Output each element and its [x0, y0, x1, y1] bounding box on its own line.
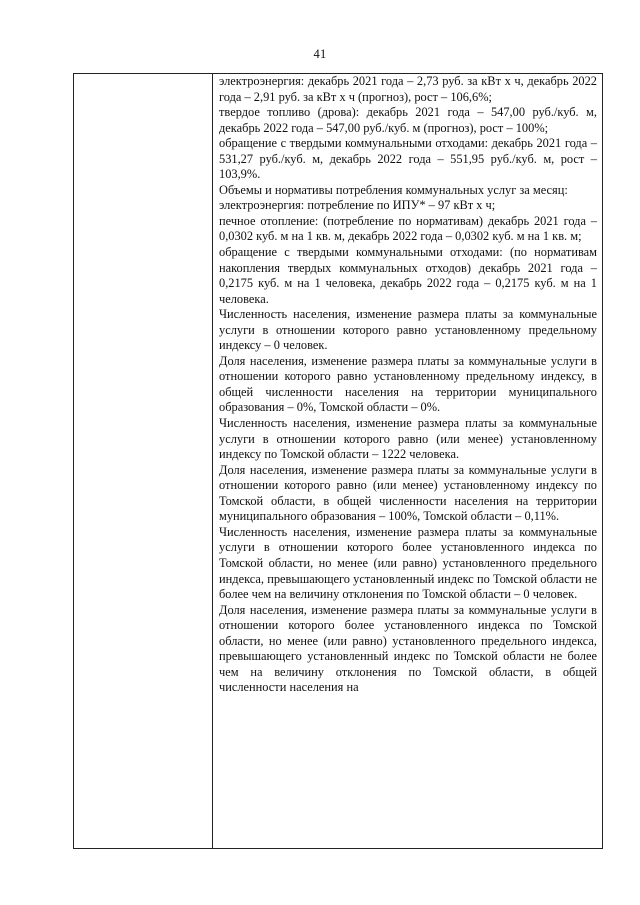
paragraph-share-equal-limit: Доля населения, изменение размера платы за коммунальные услуги в отношении которого равно установленному предельному индексу, в общей численности населения на территории муниципального образования – 0%, Томской области – 0%.	[219, 353, 597, 415]
document-table	[73, 73, 603, 849]
paragraph-share-below-index: Доля населения, изменение размера платы за коммунальные услуги в отношении которого равно (или менее) установленному индексу по Томской области, в общей численности населения на территории муниципального образования – 100%, Томской области – 0,11%.	[219, 462, 597, 524]
paragraph-waste-tariff: обращение с твердыми коммунальными отходами: декабрь 2021 года – 531,27 руб./куб. м, декабрь 2022 года – 551,95 руб./куб. м, рост – 103,9%.	[219, 136, 597, 182]
page-number: 41	[313, 47, 327, 61]
paragraph-volumes-heading: Объемы и нормативы потребления коммунальных услуг за месяц:	[219, 182, 568, 197]
paragraph-solid-fuel-tariff: твердое топливо (дрова): декабрь 2021 года – 547,00 руб./куб. м, декабрь 2022 года – 547,00 руб./куб. м (прогноз), рост – 100%;	[219, 105, 597, 135]
table-left-cell	[74, 74, 213, 848]
table-right-cell	[213, 74, 602, 848]
paragraph-electricity-consumption: электроэнергия: потребление по ИПУ* – 97 кВт х ч;	[219, 198, 496, 213]
paragraph-population-above-index: Численность населения, изменение размера платы за коммунальные услуги в отношении которого более установленного индекса по Томской области, но менее (или равно) установленного предельного индекса, превышающего установленный индекс по Томской области не более чем на величину отклонения по Томской области – 0 человек.	[219, 524, 597, 602]
paragraph-population-below-index: Численность населения, изменение размера платы за коммунальные услуги в отношении которого равно (или менее) установленному индексу по Томской области – 1222 человека.	[219, 416, 597, 462]
paragraph-waste-norms: обращение с твердыми коммунальными отходами: (по нормативам накопления твердых коммунальных отходов) декабрь 2021 года – 0,2175 куб. м на 1 человека, декабрь 2022 года – 0,2175 куб. м на 1 человека.	[219, 245, 597, 306]
paragraph-stove-heating: печное отопление: (потребление по нормативам) декабрь 2021 года – 0,0302 куб. м на 1 кв. м, декабрь 2022 года – 0,0302 куб. м на 1 кв. м;	[219, 213, 597, 244]
paragraph-population-equal-limit: Численность населения, изменение размера платы за коммунальные услуги в отношении которого равно установленному предельному индексу – 0 человек.	[219, 307, 597, 353]
paragraph-share-above-index: Доля населения, изменение размера платы за коммунальные услуги в отношении которого более установленного индекса по Томской области, но менее (или равно) установленного предельного индекса, превышающего установленный индекс по Томской области не более чем на величину отклонения по Томской области, в общей численности населения на	[219, 602, 597, 695]
paragraph-electricity-tariff: электроэнергия: декабрь 2021 года – 2,73 руб. за кВт х ч, декабрь 2022 года – 2,91 руб. за кВт х ч (прогноз), рост – 106,6%;	[219, 74, 597, 104]
